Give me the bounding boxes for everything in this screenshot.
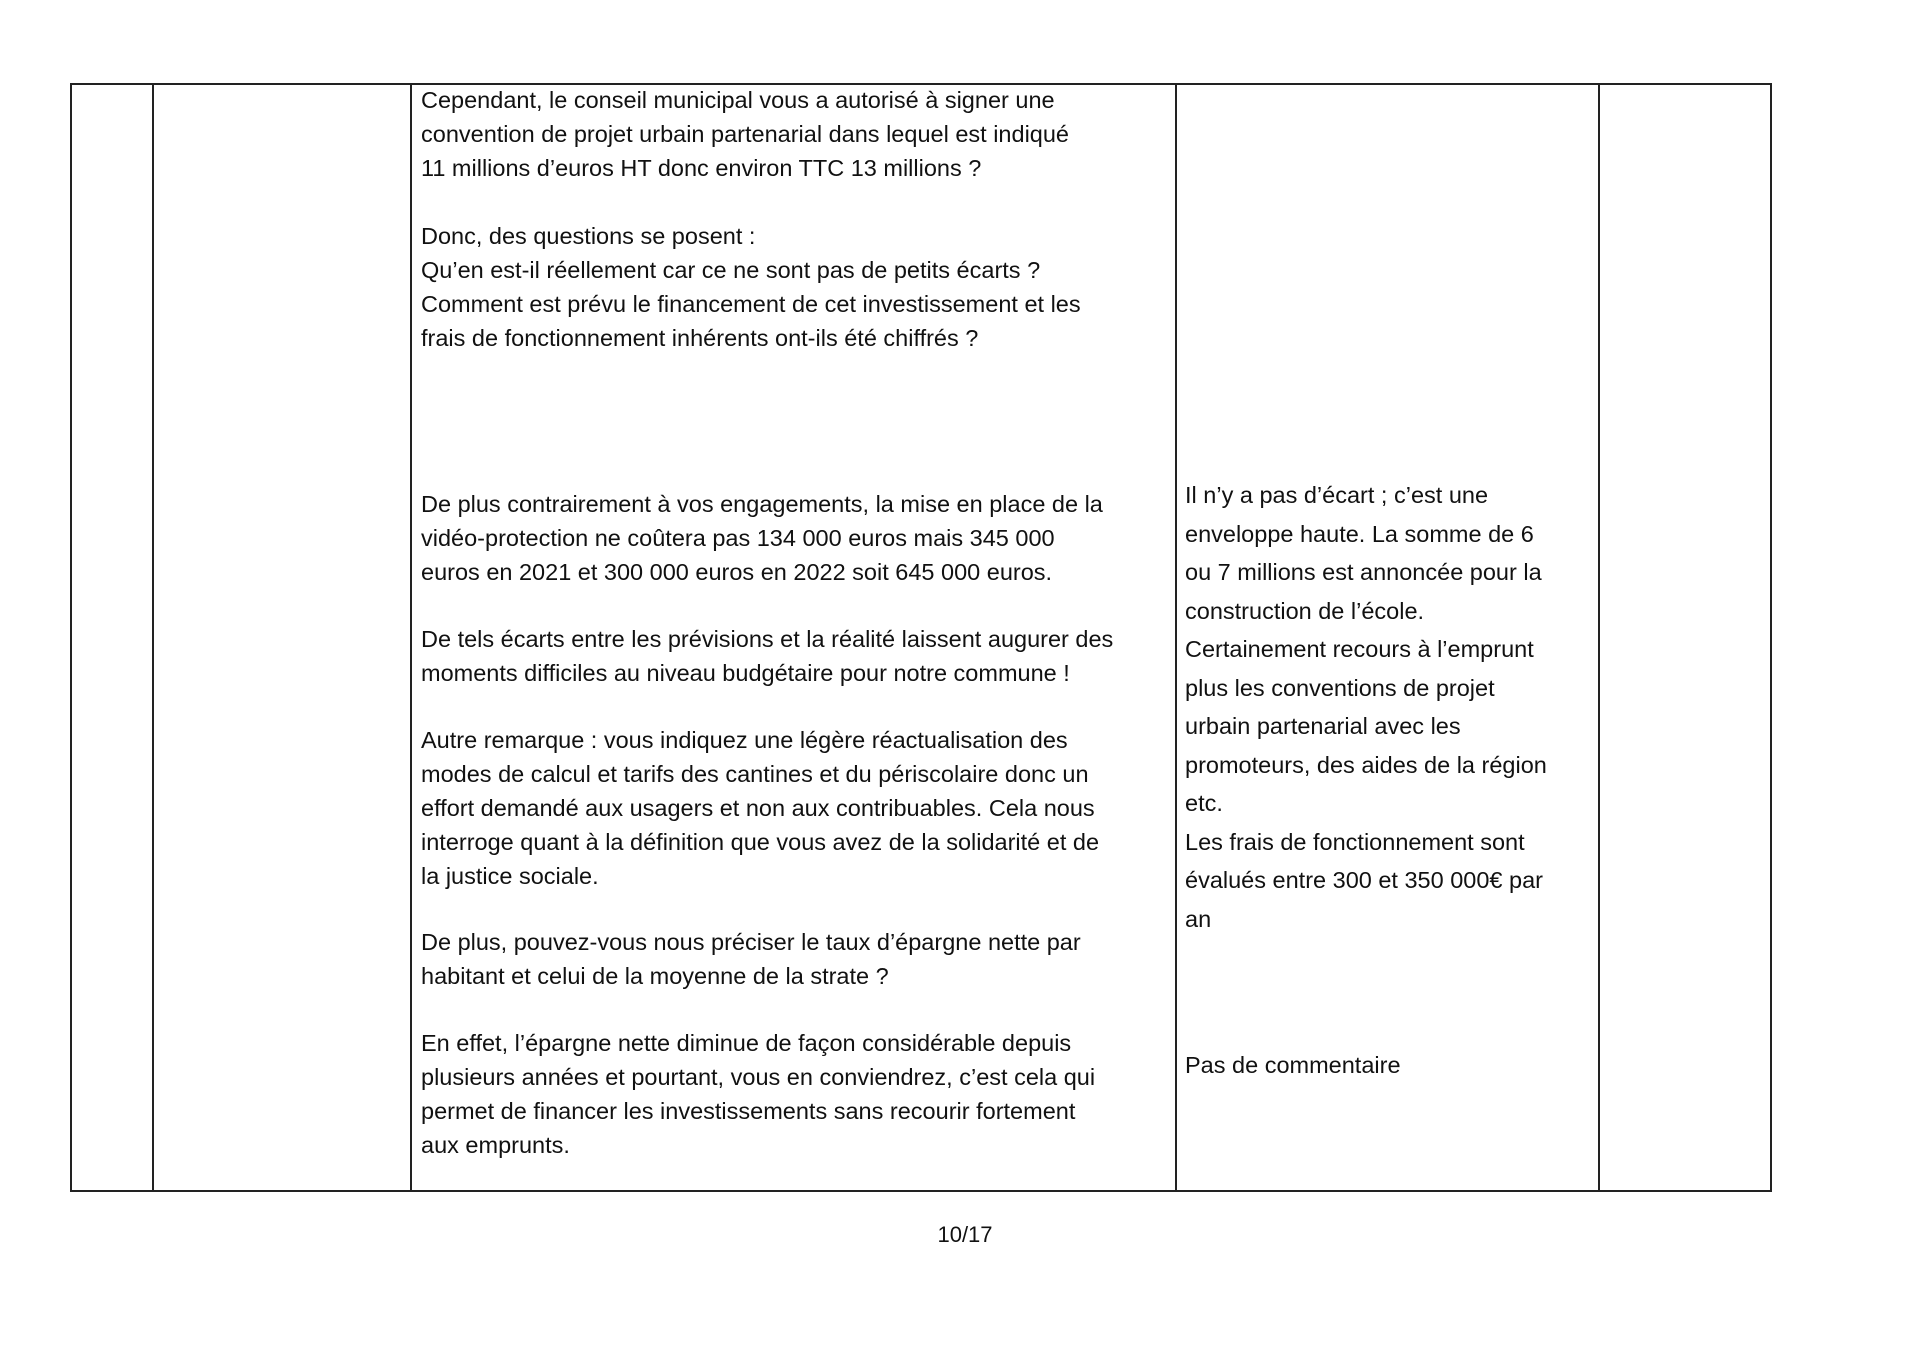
text-line: convention de projet urbain partenarial dans lequel est indiqué xyxy=(421,121,1070,147)
text-line: Autre remarque : vous indiquez une légère réactualisation des xyxy=(421,727,1068,753)
column-divider-4 xyxy=(1598,85,1600,1190)
text-line: plus les conventions de projet xyxy=(1185,674,1495,701)
text-line: Certainement recours à l’emprunt xyxy=(1185,636,1534,662)
text-line: effort demandé aux usagers et non aux contribuables. Cela nous xyxy=(421,795,1095,821)
text-line: De plus contrairement à vos engagements, la mise en place de la xyxy=(421,491,1103,517)
text-line: Il n’y a pas d’écart ; c’est une xyxy=(1185,482,1489,508)
question-block-7 xyxy=(421,1026,1095,1162)
text-line: etc. xyxy=(1185,790,1223,816)
text-line: enveloppe haute. La somme de 6 xyxy=(1185,520,1534,547)
question-block-1 xyxy=(421,83,1069,185)
text-line: Les frais de fonctionnement sont xyxy=(1185,828,1525,855)
text-line: Qu’en est-il réellement car ce ne sont pas de petits écarts ? xyxy=(421,257,1041,283)
text-line: permet de financer les investissements sans recourir fortement xyxy=(421,1098,1076,1124)
text-line: En effet, l’épargne nette diminue de façon considérable depuis xyxy=(421,1030,1072,1056)
question-block-4 xyxy=(421,622,1113,690)
text-line: an xyxy=(1185,905,1212,932)
page-number: 10/17 xyxy=(937,1222,993,1247)
text-line: promoteurs, des aides de la région xyxy=(1185,751,1547,778)
text-line: habitant et celui de la moyenne de la strate ? xyxy=(421,963,889,989)
text-line: la justice sociale. xyxy=(421,863,599,889)
question-block-3 xyxy=(421,487,1103,589)
text-line: vidéo-protection ne coûtera pas 134 000 euros mais 345 000 xyxy=(421,525,1055,551)
text-line: De plus, pouvez-vous nous préciser le taux d’épargne nette par xyxy=(421,929,1081,955)
text-line: construction de l’école. xyxy=(1185,597,1425,624)
text-line: plusieurs années et pourtant, vous en conviendrez, c’est cela qui xyxy=(421,1064,1096,1090)
text-line: euros en 2021 et 300 000 euros en 2022 soit 645 000 euros. xyxy=(421,559,1053,585)
text-line: ou 7 millions est annoncée pour la xyxy=(1185,559,1542,585)
response-block-2 xyxy=(1185,1046,1401,1085)
text-line: interroge quant à la définition que vous avez de la solidarité et de xyxy=(421,829,1100,855)
text-line: aux emprunts. xyxy=(421,1132,570,1158)
text-line: urbain partenarial avec les xyxy=(1185,713,1461,739)
text-line: De tels écarts entre les prévisions et la réalité laissent augurer des xyxy=(421,626,1114,652)
text-line: Donc, des questions se posent : xyxy=(421,223,756,249)
text-line: 11 millions d’euros HT donc environ TTC 13 millions ? xyxy=(421,155,982,181)
question-block-2 xyxy=(421,219,1081,355)
column-divider-3 xyxy=(1175,85,1177,1190)
text-line: Pas de commentaire xyxy=(1185,1052,1401,1078)
column-divider-1 xyxy=(152,85,154,1190)
question-block-6 xyxy=(421,925,1081,993)
question-block-5 xyxy=(421,723,1099,893)
text-line: Comment est prévu le financement de cet investissement et les xyxy=(421,291,1081,317)
response-block-1 xyxy=(1185,476,1547,938)
text-line: modes de calcul et tarifs des cantines et du périscolaire donc un xyxy=(421,761,1089,787)
text-line: moments difficiles au niveau budgétaire pour notre commune ! xyxy=(421,660,1070,686)
text-line: évalués entre 300 et 350 000€ par xyxy=(1185,867,1543,893)
text-line: Cependant, le conseil municipal vous a autorisé à signer une xyxy=(421,87,1055,113)
column-divider-2 xyxy=(410,85,412,1190)
text-line: frais de fonctionnement inhérents ont-ils été chiffrés ? xyxy=(421,325,979,351)
